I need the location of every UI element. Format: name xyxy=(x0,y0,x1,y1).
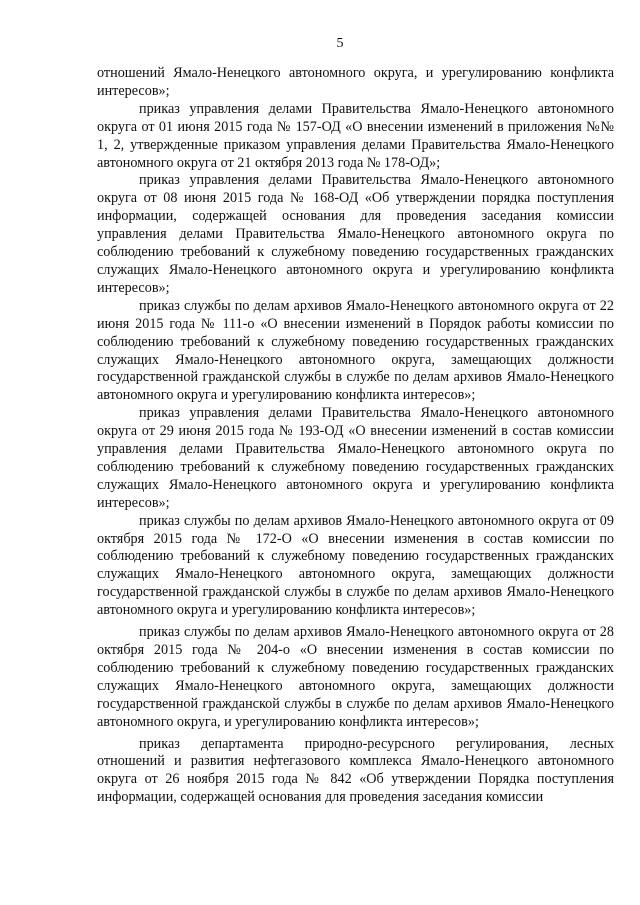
paragraph-order-111-o: приказ службы по делам архивов Ямало-Ненецкого автономного округа от 22 июня 2015 года № 111-о «О внесении изменений в Порядок работы комиссии по соблюдению требований к служебному поведению государственных гражданских служащих Ямало-Ненецкого автономного округа, замещающих должности государственной гражданской службы в службе по делам архивов Ямало-Ненецкого автономного округа и урегулированию конфликта интересов»; xyxy=(97,297,614,404)
paragraph-order-842: приказ департамента природно-ресурсного регулирования, лесных отношений и развития нефтегазового комплекса Ямало-Ненецкого автономного округа от 26 ноября 2015 года № 842 «Об утверждении Порядка поступления информации, содержащей основания для проведения заседания комиссии xyxy=(97,735,614,806)
document-body xyxy=(97,65,614,807)
page-number: 5 xyxy=(336,36,344,51)
paragraph-order-172-o: приказ службы по делам архивов Ямало-Ненецкого автономного округа от 09 октября 2015 года № 172-О «О внесении изменения в состав комиссии по соблюдению требований к служебному поведению государственных гражданских служащих Ямало-Ненецкого автономного округа, замещающих должности государственной гражданской службы в службе по делам архивов Ямало-Ненецкого автономного округа и урегулированию конфликта интересов»; xyxy=(97,512,614,619)
paragraph-order-193-od: приказ управления делами Правительства Ямало-Ненецкого автономного округа от 29 июня 2015 года № 193-ОД «О внесении изменений в состав комиссии управления делами Правительства Ямало-Ненецкого автономного округа по соблюдению требований к служебному поведению государственных гражданских служащих Ямало-Ненецкого автономного округа и урегулированию конфликта интересов»; xyxy=(97,405,614,511)
paragraph-order-204-o: приказ службы по делам архивов Ямало-Ненецкого автономного округа от 28 октября 2015 года № 204-о «О внесении изменения в состав комиссии по соблюдению требований к служебному поведению государственных гражданских служащих Ямало-Ненецкого автономного округа, замещающих должности государственной гражданской службы в службе по делам архивов Ямало-Ненецкого автономного округа, и урегулированию конфликта интересов»; xyxy=(97,624,614,730)
paragraph-order-157-od: приказ управления делами Правительства Ямало-Ненецкого автономного округа от 01 июня 2015 года № 157-ОД «О внесении изменений в приложения №№ 1, 2, утвержденные приказом управления делами Правительства Ямало-Ненецкого автономного округа от 21 октября 2013 года № 178-ОД»; xyxy=(97,100,614,171)
paragraph-order-168-od: приказ управления делами Правительства Ямало-Ненецкого автономного округа от 08 июня 2015 года № 168-ОД «Об утверждении порядка поступления информации, содержащей основания для проведения заседания комиссии управления делами Правительства Ямало-Ненецкого автономного округа по соблюдению требований к служебному поведению государственных гражданских служащих Ямало-Ненецкого автономного округа и урегулированию конфликта интересов»; xyxy=(97,172,614,296)
paragraph-continuation: отношений Ямало-Ненецкого автономного округа, и урегулированию конфликта интересов»; xyxy=(97,65,614,99)
